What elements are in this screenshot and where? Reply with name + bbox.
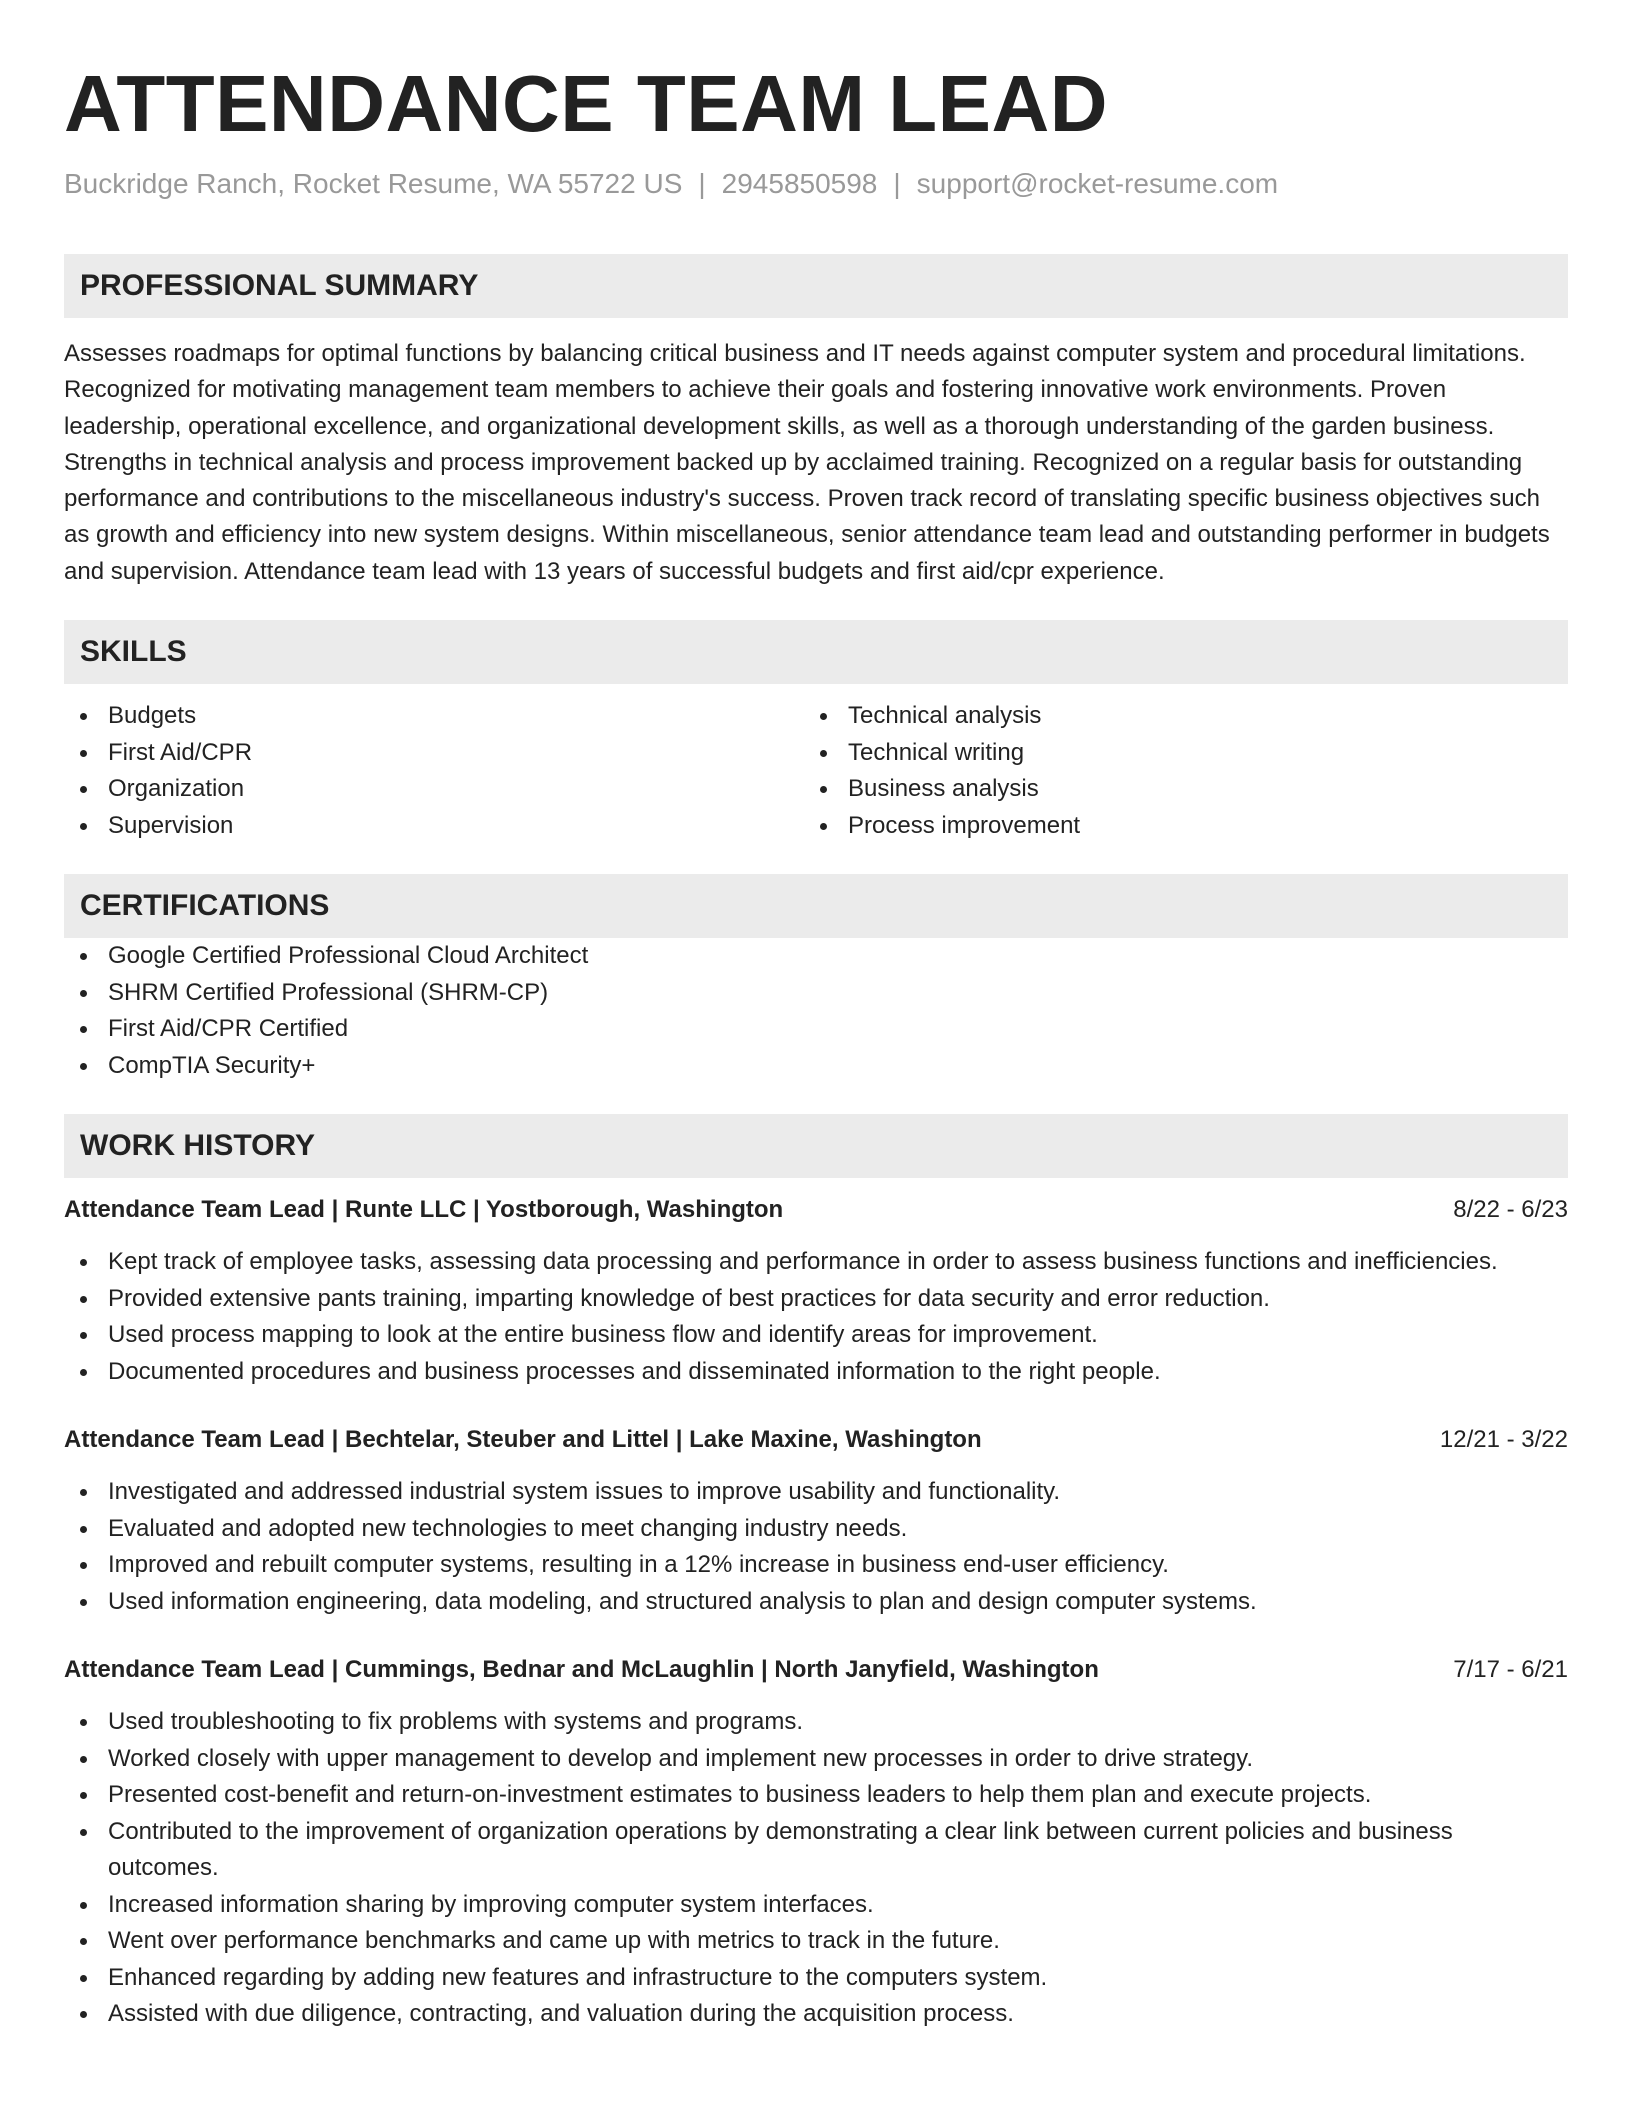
job-bullets: [64, 1244, 1568, 1390]
skills-list-left: [64, 698, 804, 844]
job-bullet: Contributed to the improvement of organization operations by demonstrating a clear link between current policies and business outcomes.: [64, 1814, 1568, 1887]
job-bullet: Used process mapping to look at the entire business flow and identify areas for improvement.: [64, 1317, 1568, 1354]
skill-item: Budgets: [64, 698, 804, 735]
job-entry: [64, 1192, 1568, 1390]
skill-item: Technical analysis: [804, 698, 1544, 735]
job-bullet: Investigated and addressed industrial system issues to improve usability and functionality.: [64, 1474, 1568, 1511]
skill-item: Business analysis: [804, 771, 1544, 808]
contact-separator: |: [698, 168, 706, 199]
job-header: [64, 1422, 1568, 1458]
job-bullet: Evaluated and adopted new technologies to meet changing industry needs.: [64, 1511, 1568, 1548]
skills-grid: [64, 698, 1568, 844]
job-bullet: Used troubleshooting to fix problems with systems and programs.: [64, 1704, 1568, 1741]
job-title: Attendance Team Lead | Runte LLC | Yostborough, Washington: [64, 1196, 784, 1224]
job-bullet: Enhanced regarding by adding new features and infrastructure to the computers system.: [64, 1960, 1568, 1997]
job-dates: 12/21 - 3/22: [1439, 1426, 1568, 1454]
job-bullets: [64, 1704, 1568, 2033]
certification-item: CompTIA Security+: [64, 1048, 1568, 1085]
contact-email: support@rocket-resume.com: [916, 168, 1279, 199]
job-header: [64, 1652, 1568, 1688]
section-heading-certifications: CERTIFICATIONS: [64, 874, 1568, 938]
job-title: Attendance Team Lead | Cummings, Bednar and McLaughlin | North Janyfield, Washington: [64, 1656, 1099, 1684]
job-bullet: Presented cost-benefit and return-on-investment estimates to business leaders to help them plan and execute projects.: [64, 1777, 1568, 1814]
certifications-list: [64, 938, 1568, 1084]
contact-separator: |: [893, 168, 901, 199]
skill-item: Technical writing: [804, 735, 1544, 772]
certification-item: SHRM Certified Professional (SHRM-CP): [64, 975, 1568, 1012]
contact-line: [64, 166, 1568, 202]
certification-item: First Aid/CPR Certified: [64, 1011, 1568, 1048]
job-dates: 7/17 - 6/21: [1453, 1656, 1568, 1684]
contact-phone: 2945850598: [721, 168, 878, 199]
job-title: Attendance Team Lead | Bechtelar, Steuber and Littel | Lake Maxine, Washington: [64, 1426, 982, 1454]
job-bullet: Increased information sharing by improving computer system interfaces.: [64, 1887, 1568, 1924]
skill-item: Supervision: [64, 808, 804, 845]
skill-item: Organization: [64, 771, 804, 808]
skill-item: First Aid/CPR: [64, 735, 804, 772]
contact-address: Buckridge Ranch, Rocket Resume, WA 55722 US: [64, 168, 683, 199]
skill-item: Process improvement: [804, 808, 1544, 845]
job-bullet: Went over performance benchmarks and came up with metrics to track in the future.: [64, 1923, 1568, 1960]
job-bullet: Provided extensive pants training, imparting knowledge of best practices for data security and error reduction.: [64, 1281, 1568, 1318]
job-bullet: Documented procedures and business processes and disseminated information to the right people.: [64, 1354, 1568, 1391]
job-header: [64, 1192, 1568, 1228]
job-bullet: Worked closely with upper management to develop and implement new processes in order to drive strategy.: [64, 1741, 1568, 1778]
job-entry: [64, 1652, 1568, 2033]
job-bullet: Improved and rebuilt computer systems, resulting in a 12% increase in business end-user efficiency.: [64, 1547, 1568, 1584]
resume-name: ATTENDANCE TEAM LEAD: [64, 59, 1109, 148]
section-heading-skills: SKILLS: [64, 620, 1568, 684]
section-heading-work-history: WORK HISTORY: [64, 1114, 1568, 1178]
job-bullet: Used information engineering, data modeling, and structured analysis to plan and design computer systems.: [64, 1584, 1568, 1621]
section-heading-professional-summary: PROFESSIONAL SUMMARY: [64, 254, 1568, 318]
skills-list-right: [804, 698, 1544, 844]
job-entry: [64, 1422, 1568, 1620]
certification-item: Google Certified Professional Cloud Architect: [64, 938, 1568, 975]
job-dates: 8/22 - 6/23: [1453, 1196, 1568, 1224]
job-bullet: Assisted with due diligence, contracting, and valuation during the acquisition process.: [64, 1996, 1568, 2033]
job-bullet: Kept track of employee tasks, assessing data processing and performance in order to assess business functions and inefficiencies.: [64, 1244, 1568, 1281]
job-bullets: [64, 1474, 1568, 1620]
summary-text: Assesses roadmaps for optimal functions by balancing critical business and IT needs against computer system and procedural limitations. Recognized for motivating management team members to achieve their goals and fostering innovative work environments. Proven leadership, operational excellence, and organizational development skills, as well as a thorough understanding of the garden business. Strengths in technical analysis and process improvement backed up by acclaimed training. Recognized on a regular basis for outstanding performance and contributions to the miscellaneous industry's success. Proven track record of translating specific business objectives such as growth and efficiency into new system designs. Within miscellaneous, senior attendance team lead and outstanding performer in budgets and supervision. Attendance team lead with 13 years of successful budgets and first aid/cpr experience.: [64, 340, 1550, 585]
